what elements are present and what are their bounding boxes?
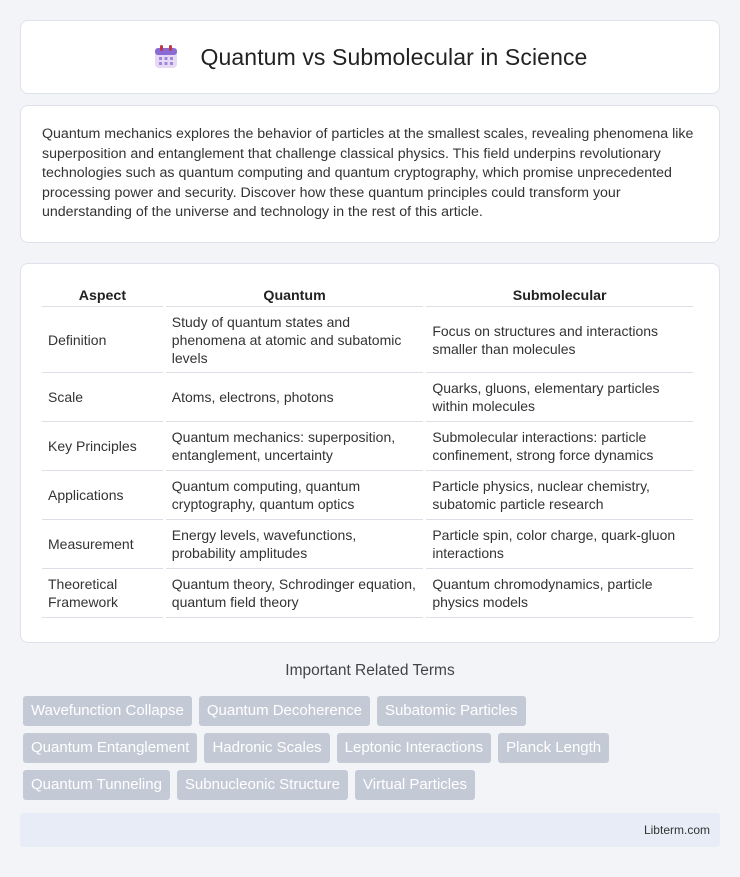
cell-aspect: Scale [42, 373, 163, 422]
cell-quantum: Quantum theory, Schrodinger equation, quantum field theory [166, 569, 424, 618]
tag-row [23, 770, 723, 800]
cell-submolecular: Particle physics, nuclear chemistry, subatomic particle research [426, 471, 693, 520]
cell-quantum: Energy levels, wavefunctions, probability amplitudes [166, 520, 424, 569]
cell-aspect: Key Principles [42, 422, 163, 471]
table-row [42, 373, 693, 422]
cell-submolecular: Focus on structures and interactions smaller than molecules [426, 307, 693, 373]
comparison-card [20, 263, 720, 643]
related-terms-title: Important Related Terms [285, 662, 455, 679]
page-title: Quantum vs Submolecular in Science [200, 43, 588, 70]
tag-subnucleonic-structure[interactable]: Subnucleonic Structure [177, 770, 348, 800]
cell-quantum: Quantum mechanics: superposition, entanglement, uncertainty [166, 422, 424, 471]
cell-quantum: Study of quantum states and phenomena at atomic and subatomic levels [166, 307, 424, 373]
header-aspect: Aspect [42, 284, 163, 307]
cell-quantum: Atoms, electrons, photons [166, 373, 424, 422]
tag-planck-length[interactable]: Planck Length [498, 733, 609, 763]
title-card [20, 20, 720, 94]
footer [20, 813, 720, 847]
header-quantum: Quantum [166, 284, 424, 307]
tag-quantum-tunneling[interactable]: Quantum Tunneling [23, 770, 170, 800]
tag-virtual-particles[interactable]: Virtual Particles [355, 770, 475, 800]
tag-leptonic-interactions[interactable]: Leptonic Interactions [337, 733, 491, 763]
cell-submolecular: Particle spin, color charge, quark-gluon interactions [426, 520, 693, 569]
tag-row [23, 696, 723, 726]
intro-paragraph: Quantum mechanics explores the behavior of particles at the smallest scales, revealing phenomena like superposition and entanglement that challenge classical physics. This field underpins revolutionary technologies such as quantum computing and quantum cryptography, which promise unprecedented processing power and security. Discover how these quantum principles could transform your understanding of the universe and technology in the rest of this article. [42, 126, 694, 221]
table-row [42, 471, 693, 520]
tag-subatomic-particles[interactable]: Subatomic Particles [377, 696, 526, 726]
table-row [42, 520, 693, 569]
cell-submolecular: Quantum chromodynamics, particle physics models [426, 569, 693, 618]
table-row [42, 307, 693, 373]
tag-row [23, 733, 723, 763]
comparison-table [39, 284, 696, 618]
tag-quantum-entanglement[interactable]: Quantum Entanglement [23, 733, 197, 763]
cell-quantum: Quantum computing, quantum cryptography, quantum optics [166, 471, 424, 520]
header-submolecular: Submolecular [426, 284, 693, 307]
calendar-icon [153, 44, 179, 70]
cell-submolecular: Quarks, gluons, elementary particles within molecules [426, 373, 693, 422]
intro-card [20, 105, 720, 243]
related-terms-list [23, 696, 723, 807]
table-row [42, 569, 693, 618]
tag-quantum-decoherence[interactable]: Quantum Decoherence [199, 696, 370, 726]
tag-wavefunction-collapse[interactable]: Wavefunction Collapse [23, 696, 192, 726]
cell-submolecular: Submolecular interactions: particle confinement, strong force dynamics [426, 422, 693, 471]
footer-site-link[interactable]: Libterm.com [643, 823, 710, 837]
table-header-row [42, 284, 693, 307]
cell-aspect: Theoretical Framework [42, 569, 163, 618]
cell-aspect: Measurement [42, 520, 163, 569]
cell-aspect: Definition [42, 307, 163, 373]
cell-aspect: Applications [42, 471, 163, 520]
tag-hadronic-scales[interactable]: Hadronic Scales [204, 733, 329, 763]
table-row [42, 422, 693, 471]
